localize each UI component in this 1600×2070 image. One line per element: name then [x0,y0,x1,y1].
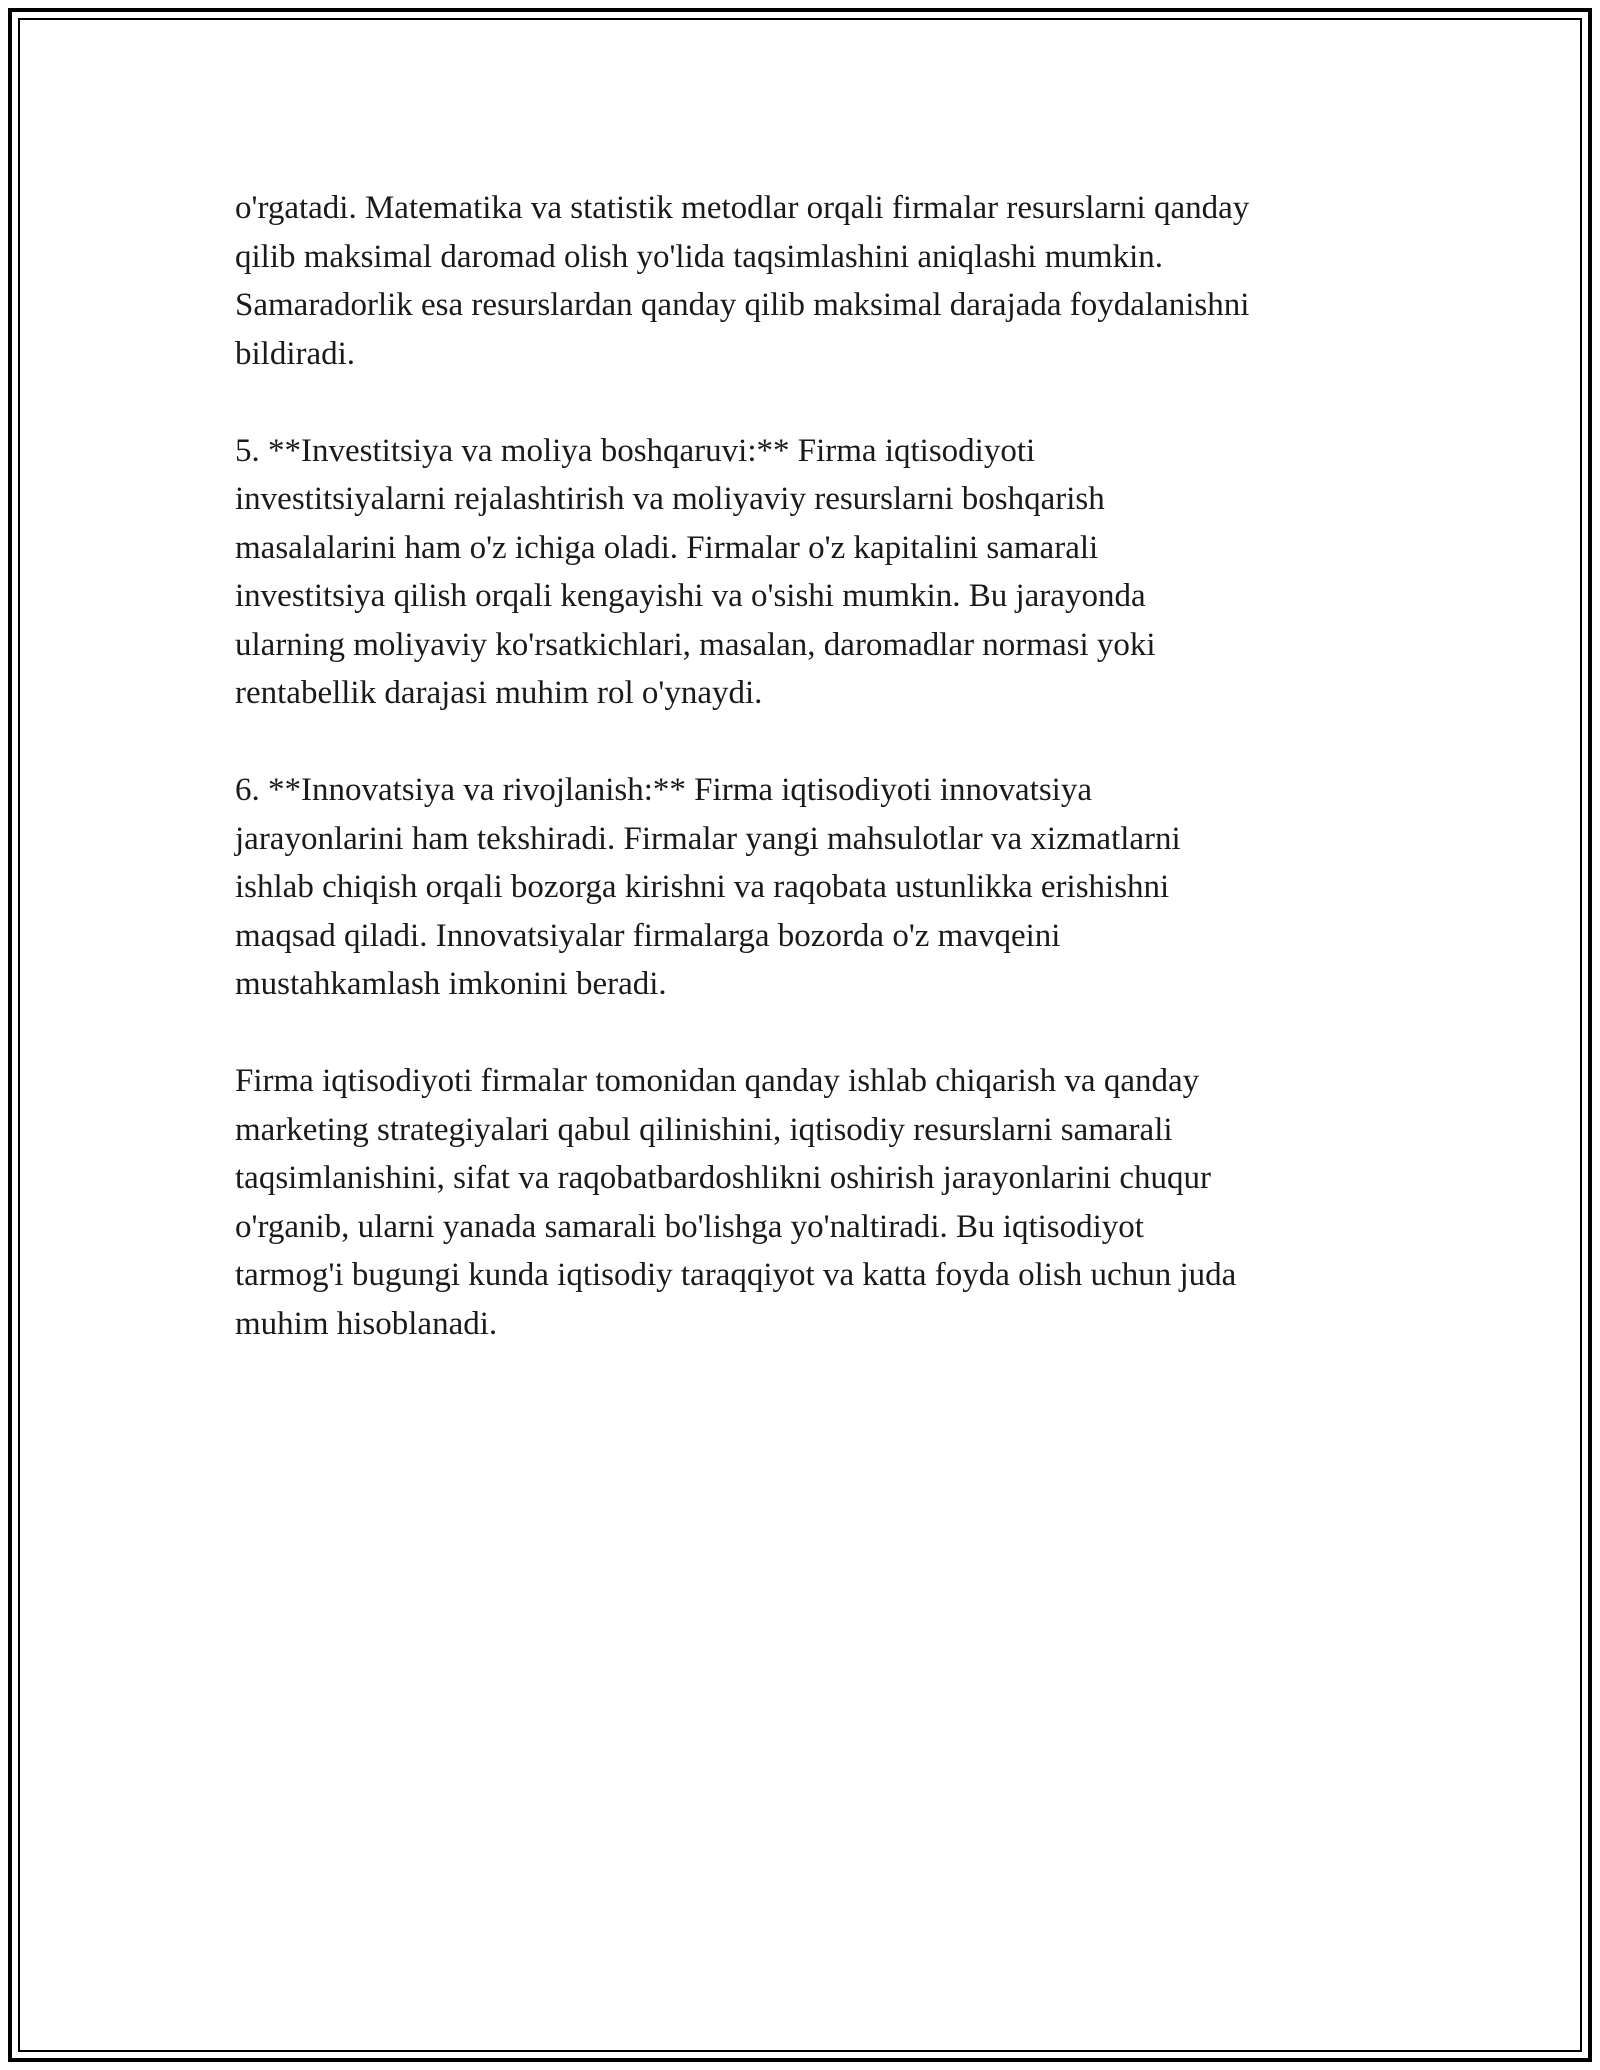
text-line: taqsimlanishini, sifat va raqobatbardoshlikni oshirish jarayonlarini chuqur [235,1160,1212,1196]
text-line: qilib maksimal daromad olish yo'lida taqsimlashini aniqlashi mumkin. [235,238,1164,275]
text-line: tarmog'i bugungi kunda iqtisodiy taraqqiyot va katta foyda olish uchun juda [235,1257,1237,1293]
text-line: maqsad qiladi. Innovatsiyalar firmalarga bozorda o'z mavqeini [235,917,1061,954]
text-line: 5. **Investitsiya va moliya boshqaruvi:** Firma iqtisodiyoti [235,432,1036,469]
text-line: o'rganib, ularni yanada samarali bo'lishga yo'naltiradi. Bu iqtisodiyot [235,1208,1144,1245]
paragraph-conclusion [235,1057,1385,1348]
text-line: 6. **Innovatsiya va rivojlanish:** Firma iqtisodiyoti innovatsiya [235,772,1093,808]
text-line: muhim hisoblanadi. [235,1305,498,1342]
text-line: masalalarini ham o'z ichiga oladi. Firmalar o'z kapitalini samarali [235,529,1099,566]
text-line: marketing strategiyalari qabul qilinishini, iqtisodiy resurslarni samarali [235,1111,1173,1148]
text-line: rentabellik darajasi muhim rol o'ynaydi. [235,675,763,711]
text-line: investitsiyalarni rejalashtirish va moliyaviy resurslarni boshqarish [235,481,1105,517]
text-line: ularning moliyaviy ko'rsatkichlari, masalan, daromadlar normasi yoki [235,626,1156,663]
text-line: Samaradorlik esa resurslardan qanday qilib maksimal darajada foydalanishni [235,287,1250,323]
text-line: bildiradi. [235,335,356,372]
text-line: Firma iqtisodiyoti firmalar tomonidan qanday ishlab chiqarish va qanday [235,1063,1200,1099]
text-line: jarayonlarini ham tekshiradi. Firmalar yangi mahsulotlar va xizmatlarni [235,820,1181,857]
paragraph-investment-finance [235,427,1385,718]
text-line: mustahkamlash imkonini beradi. [235,966,667,1002]
paragraph-innovation [235,766,1385,1009]
text-line: investitsiya qilish orqali kengayishi va o'sishi mumkin. Bu jarayonda [235,578,1146,614]
text-line: ishlab chiqish orqali bozorga kirishni va raqobata ustunlikka erishishni [235,869,1170,905]
document-body [235,184,1385,1397]
paragraph-resource-efficiency [235,184,1385,378]
text-line: o'rgatadi. Matematika va statistik metodlar orqali firmalar resurslarni qanday [235,190,1250,226]
